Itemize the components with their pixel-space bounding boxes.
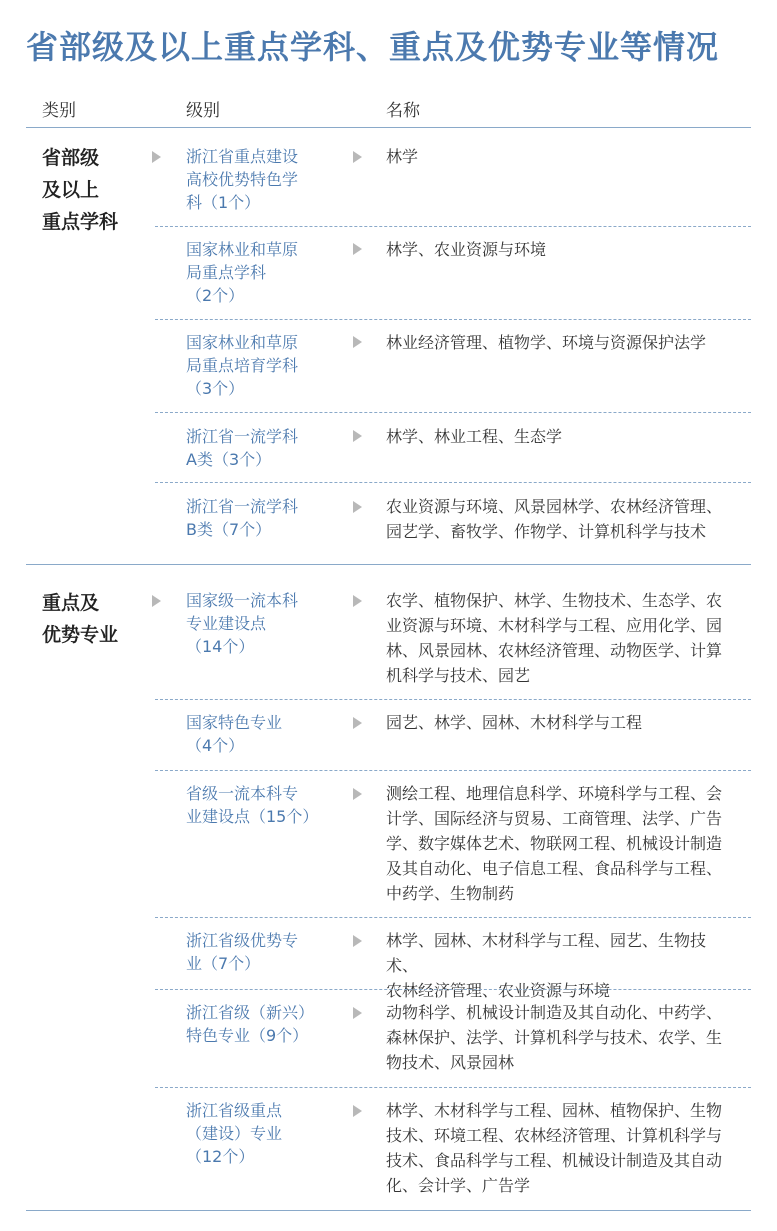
header-name: 名称 [386,101,420,121]
row-names: 林业经济管理、植物学、环境与资源保护法学 [386,333,707,352]
row-level: 浙江省一流学科 A类（3个） [186,427,299,469]
row-level: 浙江省一流学科 B类（7个） [186,497,299,539]
row-names: 林学、园林、木材科学与工程、园艺、生物技术、 农林经济管理、农业资源与环境 [386,931,707,1000]
row-level: 国家林业和草原 局重点学科 （2个） [186,240,299,305]
row-level: 国家特色专业 （4个） [186,713,283,755]
arrow-icon [353,1105,362,1117]
row-level: 省级一流本科专 业建设点（15个） [186,784,319,826]
row-level: 浙江省级重点 （建设）专业 （12个） [186,1101,283,1166]
row-names: 农学、植物保护、林学、生物技术、生态学、农 业资源与环境、木材科学与工程、应用化学、园 林、风景园林、农林经济管理、动物医学、计算 机科学与技术、园艺 [386,591,723,685]
row-names: 林学、林业工程、生态学 [386,427,563,446]
row-names: 动物科学、机械设计制造及其自动化、中药学、 森林保护、法学、计算机科学与技术、农学、生 物技术、风景园林 [386,1003,723,1072]
category-key-majors: 重点及 优势专业 [42,592,119,646]
row-level: 国家林业和草原 局重点培育学科 （3个） [186,333,299,398]
page-title: 省部级及以上重点学科、重点及优势专业等情况 [26,28,720,66]
row-names: 测绘工程、地理信息科学、环境科学与工程、会 计学、国际经济与贸易、工商管理、法学、广告 学、数字媒体艺术、物联网工程、机械设计制造 及其自动化、电子信息工程、食品科学与工程、 中药学、生物制药 [386,784,723,903]
arrow-icon [353,935,362,947]
row-names: 林学、农业资源与环境 [386,240,547,259]
row-names: 园艺、林学、园林、木材科学与工程 [386,713,643,732]
row-level: 国家级一流本科 专业建设点 （14个） [186,591,299,656]
category-key-disciplines: 省部级 及以上 重点学科 [42,147,119,233]
table-bottom-divider [26,1210,751,1211]
arrow-icon [353,243,362,255]
arrow-icon [353,717,362,729]
row-level: 浙江省级优势专 业（7个） [186,931,299,973]
row-level: 浙江省级（新兴） 特色专业（9个） [186,1003,315,1045]
arrow-icon [353,336,362,348]
arrow-icon [353,1007,362,1019]
header-category: 类别 [42,101,76,121]
arrow-icon [353,430,362,442]
table-header [0,90,777,128]
row-names: 林学 [386,147,419,166]
arrow-icon [353,595,362,607]
arrow-icon [353,501,362,513]
row-level: 浙江省重点建设 高校优势特色学 科（1个） [186,147,299,212]
row-names: 林学、木材科学与工程、园林、植物保护、生物 技术、环境工程、农林经济管理、计算机科学与 技术、食品科学与工程、机械设计制造及其自动 化、会计学、广告学 [386,1101,723,1195]
arrow-icon [353,788,362,800]
arrow-icon [353,151,362,163]
header-level: 级别 [186,101,220,121]
row-names: 农业资源与环境、风景园林学、农林经济管理、 园艺学、畜牧学、作物学、计算机科学与技术 [386,497,723,541]
